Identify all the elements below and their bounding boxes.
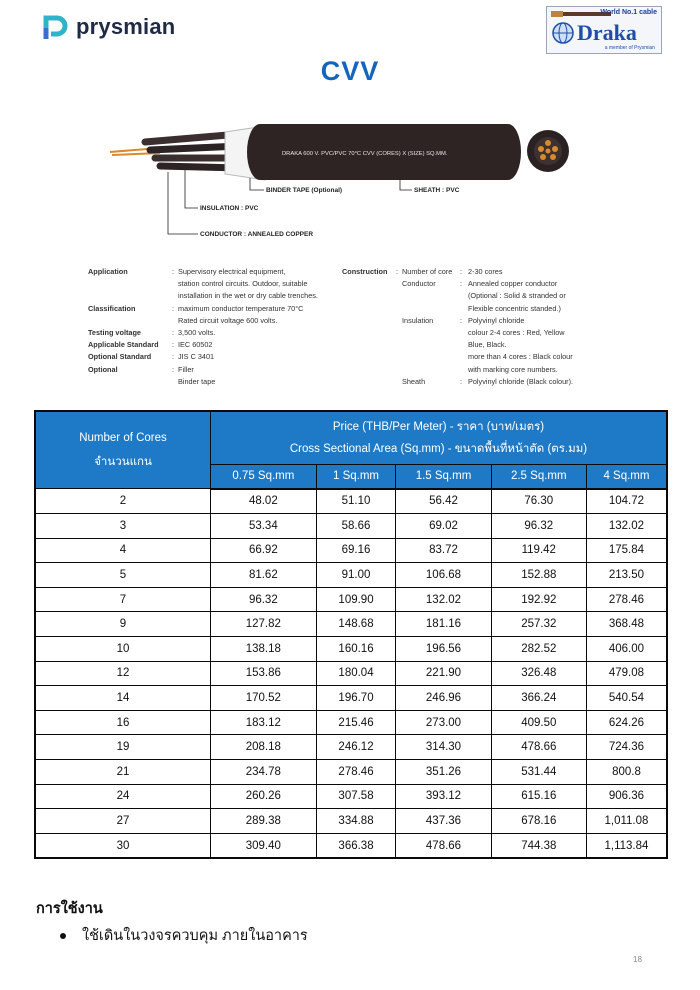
spec-row <box>88 290 348 302</box>
spec-text: Applicable Standard <box>88 340 159 350</box>
price-cell: 127.82 <box>211 612 317 637</box>
draka-subline: a member of Prysmian <box>604 45 655 51</box>
price-cell: 366.24 <box>491 686 586 711</box>
price-cell: 334.88 <box>316 809 396 834</box>
price-cell: 175.84 <box>586 538 667 563</box>
size-header-cell: 4 Sq.mm <box>586 464 667 488</box>
price-cell: 106.68 <box>396 563 491 588</box>
spec-row <box>342 364 608 376</box>
spec-row <box>88 376 348 388</box>
price-cell: 437.36 <box>396 809 491 834</box>
price-cell: 153.86 <box>211 661 317 686</box>
table-row <box>35 710 667 735</box>
table-row <box>35 784 667 809</box>
spec-text <box>402 327 460 339</box>
spec-text <box>342 376 396 388</box>
spec-text: colour 2-4 cores : Red, Yellow <box>468 328 565 338</box>
spec-text: : <box>396 267 399 276</box>
spec-text: Testing voltage <box>88 328 141 338</box>
price-cell: 58.66 <box>316 514 396 539</box>
spec-text: Blue, Black. <box>468 340 507 350</box>
price-cell: 309.40 <box>211 833 317 858</box>
price-cell: 183.12 <box>211 710 317 735</box>
price-cell: 215.46 <box>316 710 396 735</box>
table-row <box>35 489 667 514</box>
spec-row <box>342 303 608 315</box>
price-cell: 132.02 <box>396 587 491 612</box>
price-cell: 91.00 <box>316 563 396 588</box>
header-price <box>211 411 668 464</box>
price-cell: 104.72 <box>586 489 667 514</box>
price-cell: 119.42 <box>491 538 586 563</box>
spec-text: Polyvinyl chloride (Black colour). <box>468 376 574 386</box>
price-cell: 69.02 <box>396 514 491 539</box>
spec-row <box>342 327 608 339</box>
spec-text <box>402 339 460 351</box>
spec-text <box>342 364 396 376</box>
price-cell: 615.16 <box>491 784 586 809</box>
spec-text: : <box>172 267 175 276</box>
label-insulation: INSULATION : PVC <box>200 205 259 212</box>
spec-text <box>460 303 468 315</box>
draka-logo <box>546 6 662 54</box>
cores-cell: 14 <box>35 686 211 711</box>
price-cell: 160.16 <box>316 637 396 662</box>
spec-row <box>342 339 608 351</box>
spec-text: : <box>172 328 175 338</box>
cores-cell: 24 <box>35 784 211 809</box>
prysmian-logo <box>40 12 175 42</box>
spec-text <box>460 290 468 302</box>
brand-name: prysmian <box>76 14 176 39</box>
price-cell: 744.38 <box>491 833 586 858</box>
price-cell: 83.72 <box>396 538 491 563</box>
spec-text <box>342 315 396 327</box>
spec-text: more than 4 cores : Black colour <box>468 352 573 362</box>
price-cell: 278.46 <box>316 760 396 785</box>
spec-row <box>342 266 608 278</box>
table-row <box>35 809 667 834</box>
header-cores-en: Number of Cores <box>79 432 167 444</box>
price-cell: 540.54 <box>586 686 667 711</box>
price-cell: 257.32 <box>491 612 586 637</box>
spec-row <box>88 351 348 363</box>
spec-row <box>342 376 608 388</box>
spec-text <box>402 364 460 376</box>
price-cell: 53.34 <box>211 514 317 539</box>
label-conductor: CONDUCTOR : ANNEALED COPPER <box>200 231 314 238</box>
price-cell: 393.12 <box>396 784 491 809</box>
price-cell: 69.16 <box>316 538 396 563</box>
price-cell: 906.36 <box>586 784 667 809</box>
price-cell: 273.00 <box>396 710 491 735</box>
table-row <box>35 760 667 785</box>
price-cell: 196.70 <box>316 686 396 711</box>
price-cell: 406.00 <box>586 637 667 662</box>
spec-text: 3,500 volts. <box>178 328 216 338</box>
spec-text <box>88 315 172 327</box>
cores-cell: 3 <box>35 514 211 539</box>
price-cell: 56.42 <box>396 489 491 514</box>
spec-text: : <box>460 315 463 325</box>
spec-text: station control circuits. Outdoor, suitable <box>178 279 308 289</box>
spec-text: : <box>172 352 175 362</box>
price-cell: 192.92 <box>491 587 586 612</box>
price-cell: 213.50 <box>586 563 667 588</box>
cores-cell: 9 <box>35 612 211 637</box>
spec-text: Binder tape <box>178 376 216 386</box>
table-row <box>35 735 667 760</box>
spec-row <box>342 278 608 290</box>
spec-text: Construction <box>342 267 388 276</box>
price-cell: 260.26 <box>211 784 317 809</box>
price-cell: 1,113.84 <box>586 833 667 858</box>
table-row <box>35 612 667 637</box>
price-cell: 132.02 <box>586 514 667 539</box>
spec-text <box>342 278 396 290</box>
spec-text: (Optional : Solid & stranded or <box>468 291 566 301</box>
spec-row <box>342 315 608 327</box>
price-cell: 48.02 <box>211 489 317 514</box>
spec-text: JIS C 3401 <box>178 352 215 362</box>
spec-text: : <box>460 267 463 276</box>
cores-cell: 21 <box>35 760 211 785</box>
price-cell: 278.46 <box>586 587 667 612</box>
spec-row <box>88 315 348 327</box>
spec-text <box>402 290 460 302</box>
cores-cell: 10 <box>35 637 211 662</box>
price-cell: 409.50 <box>491 710 586 735</box>
price-cell: 96.32 <box>211 587 317 612</box>
price-cell: 96.32 <box>491 514 586 539</box>
spec-text <box>342 339 396 351</box>
spec-text <box>460 364 468 376</box>
price-cell: 326.48 <box>491 661 586 686</box>
table-row <box>35 514 667 539</box>
price-cell: 246.96 <box>396 686 491 711</box>
price-cell: 351.26 <box>396 760 491 785</box>
label-sheath: SHEATH : PVC <box>414 187 460 194</box>
spec-text <box>402 351 460 363</box>
usage-list-item <box>60 924 308 947</box>
price-cell: 76.30 <box>491 489 586 514</box>
table-row <box>35 563 667 588</box>
price-cell: 678.16 <box>491 809 586 834</box>
price-cell: 479.08 <box>586 661 667 686</box>
spec-text <box>460 351 468 363</box>
table-row <box>35 833 667 858</box>
price-cell: 478.66 <box>491 735 586 760</box>
price-cell: 314.30 <box>396 735 491 760</box>
header-number-of-cores <box>35 411 211 489</box>
usage-item-text: ใช้เดินในวงจรควบคุม ภายในอาคาร <box>82 928 308 944</box>
price-cell: 81.62 <box>211 563 317 588</box>
specs-right-column <box>342 266 608 388</box>
spec-text: with marking core numbers. <box>468 364 558 374</box>
spec-text <box>88 290 172 302</box>
globe-icon <box>551 21 575 45</box>
spec-row <box>88 327 348 339</box>
spec-text: Optional Standard <box>88 352 152 362</box>
prysmian-p-icon <box>40 12 70 42</box>
spec-text: Filler <box>178 364 194 374</box>
spec-text <box>402 303 460 315</box>
cores-cell: 27 <box>35 809 211 834</box>
price-cell: 282.52 <box>491 637 586 662</box>
price-cell: 181.16 <box>396 612 491 637</box>
price-cell: 366.38 <box>316 833 396 858</box>
price-table-body <box>35 489 667 859</box>
price-cell: 109.90 <box>316 587 396 612</box>
price-cell: 307.58 <box>316 784 396 809</box>
page-number: 18 <box>633 955 642 964</box>
size-header-cell: 1.5 Sq.mm <box>396 464 491 488</box>
spec-row <box>88 303 348 315</box>
size-header-cell: 2.5 Sq.mm <box>491 464 586 488</box>
cores-cell: 30 <box>35 833 211 858</box>
spec-row <box>342 290 608 302</box>
price-cell: 138.18 <box>211 637 317 662</box>
spec-row <box>88 364 348 376</box>
spec-text <box>88 376 172 388</box>
spec-text: : <box>172 364 175 374</box>
spec-text <box>342 290 396 302</box>
spec-text: Supervisory electrical equipment, <box>178 267 286 276</box>
cores-cell: 19 <box>35 735 211 760</box>
spec-text: Number of core <box>402 267 453 276</box>
price-cell: 800.8 <box>586 760 667 785</box>
spec-row <box>88 266 348 278</box>
price-cell: 246.12 <box>316 735 396 760</box>
price-cell: 478.66 <box>396 833 491 858</box>
table-row <box>35 538 667 563</box>
cores-cell: 12 <box>35 661 211 686</box>
price-cell: 148.68 <box>316 612 396 637</box>
price-cell: 208.18 <box>211 735 317 760</box>
price-table <box>34 410 668 859</box>
spec-text <box>342 303 396 315</box>
spec-text: 2-30 cores <box>468 267 503 276</box>
spec-text <box>342 351 396 363</box>
usage-heading: การใช้งาน <box>36 901 103 917</box>
table-row <box>35 661 667 686</box>
price-cell: 180.04 <box>316 661 396 686</box>
spec-text: installation in the wet or dry cable trenches. <box>178 291 318 301</box>
spec-text: Polyvinyl chloride <box>468 315 525 325</box>
spec-text: Flexible concentric standed.) <box>468 303 561 313</box>
price-cell: 170.52 <box>211 686 317 711</box>
spec-row <box>342 351 608 363</box>
price-cell: 289.38 <box>211 809 317 834</box>
price-cell: 624.26 <box>586 710 667 735</box>
price-cell: 531.44 <box>491 760 586 785</box>
header-price-line: Price (THB/Per Meter) - ราคา (บาท/เมตร) <box>332 420 545 433</box>
spec-text: Application <box>88 267 128 276</box>
spec-text <box>460 339 468 351</box>
spec-text: Sheath <box>402 376 426 386</box>
price-cell: 234.78 <box>211 760 317 785</box>
draka-tagline: World No.1 cable <box>600 9 657 16</box>
cores-cell: 4 <box>35 538 211 563</box>
cores-cell: 7 <box>35 587 211 612</box>
spec-row <box>88 278 348 290</box>
spec-row <box>88 339 348 351</box>
spec-text: : <box>172 303 175 313</box>
spec-text: Insulation <box>402 315 434 325</box>
size-header-cell: 1 Sq.mm <box>316 464 396 488</box>
spec-text: maximum conductor temperature 70°C <box>178 303 304 313</box>
table-row <box>35 686 667 711</box>
spec-text: Classification <box>88 303 136 313</box>
specs-left-column <box>88 266 348 388</box>
cores-cell: 16 <box>35 710 211 735</box>
cores-cell: 2 <box>35 489 211 514</box>
price-cell: 221.90 <box>396 661 491 686</box>
table-row <box>35 637 667 662</box>
spec-text: Annealed copper conductor <box>468 279 558 289</box>
cores-cell: 5 <box>35 563 211 588</box>
spec-text <box>460 327 468 339</box>
spec-text: : <box>172 340 175 350</box>
label-binder-tape: BINDER TAPE (Optional) <box>266 187 343 194</box>
spec-text: : <box>460 279 463 289</box>
spec-text: Optional <box>88 364 118 374</box>
header-cores-th: จำนวนแกน <box>94 456 152 468</box>
price-cell: 368.48 <box>586 612 667 637</box>
spec-text: Rated circuit voltage 600 volts. <box>178 315 278 325</box>
bullet-icon <box>60 933 66 939</box>
table-row <box>35 587 667 612</box>
spec-text <box>342 327 396 339</box>
size-header-cell: 0.75 Sq.mm <box>211 464 317 488</box>
spec-text: Conductor <box>402 279 436 289</box>
price-cell: 152.88 <box>491 563 586 588</box>
spec-text: IEC 60502 <box>178 340 213 350</box>
draka-wordmark: Draka <box>577 20 637 45</box>
sheath-print: DRAKA 600 V. PVC/PVC 70°C CVV (CORES) X (SIZE) SQ.MM. <box>282 151 448 157</box>
header-area-line: Cross Sectional Area (Sq.mm) - ขนาดพื้นที่หน้าตัด (ตร.มม) <box>289 442 588 455</box>
price-cell: 724.36 <box>586 735 667 760</box>
spec-text: : <box>460 376 463 386</box>
price-cell: 51.10 <box>316 489 396 514</box>
price-cell: 66.92 <box>211 538 317 563</box>
cable-cross-section <box>527 130 569 172</box>
cable-diagram <box>100 110 580 250</box>
page-title: CVV <box>320 56 380 86</box>
price-cell: 1,011.08 <box>586 809 667 834</box>
price-cell: 196.56 <box>396 637 491 662</box>
spec-text <box>88 278 172 290</box>
